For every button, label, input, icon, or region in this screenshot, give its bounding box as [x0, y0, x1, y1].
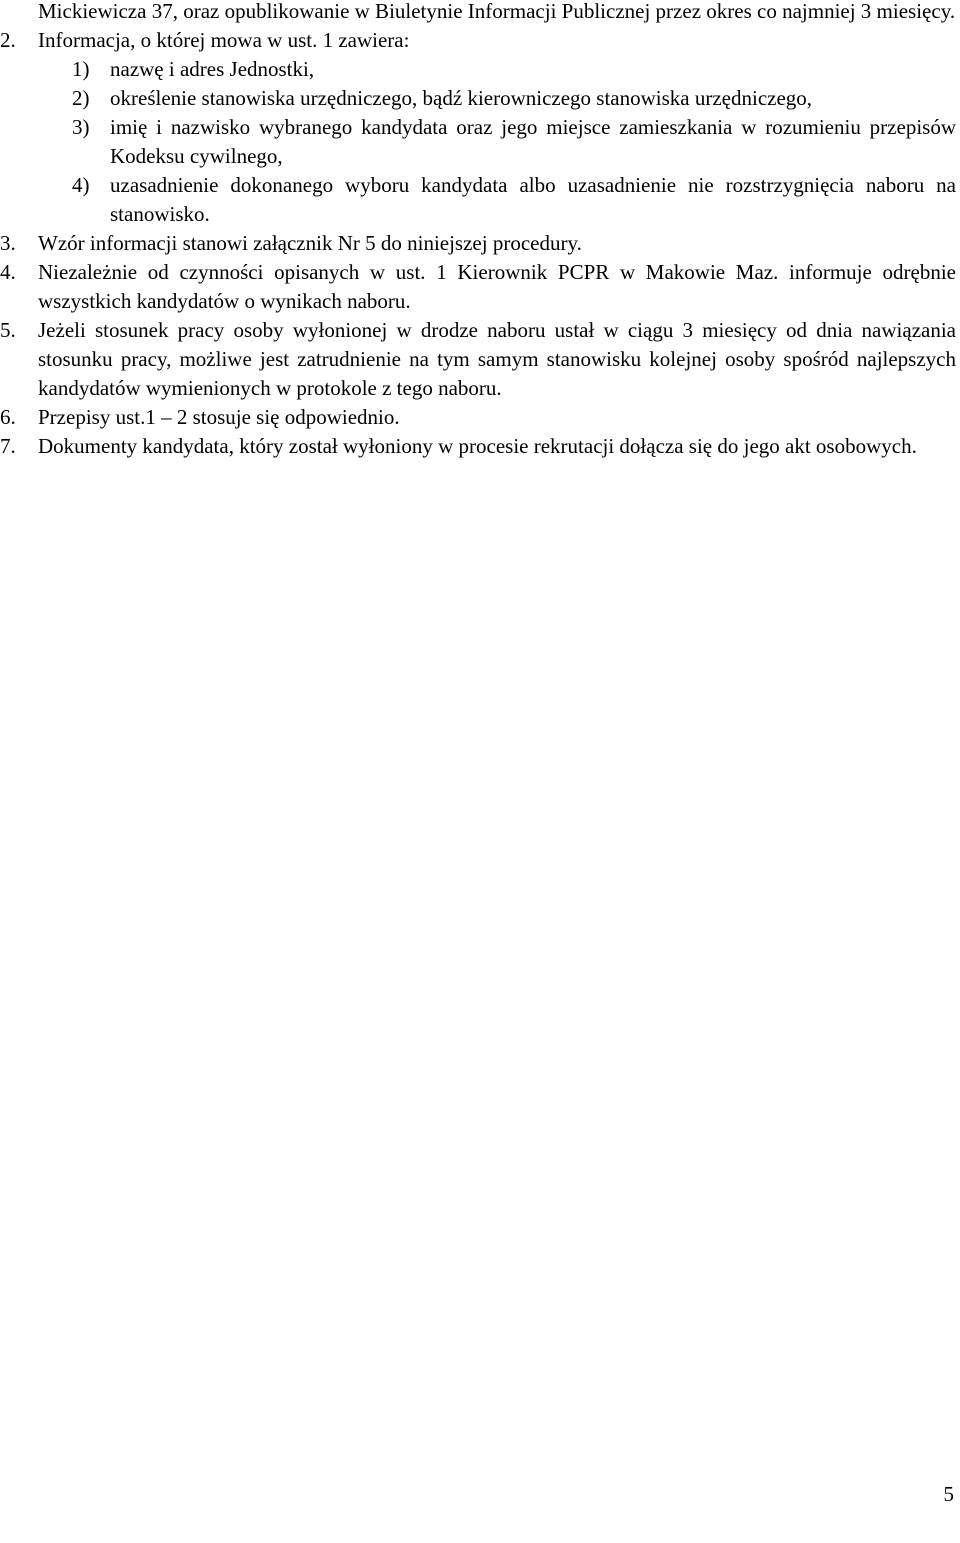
subitem-text: uzasadnienie dokonanego wyboru kandydata albo uzasadnienie nie rozstrzygnięcia naboru na stanowisko. — [110, 173, 956, 226]
list-item-2 — [0, 26, 956, 55]
item-text: Dokumenty kandydata, który został wyłoniony w procesie rekrutacji dołącza się do jego akt osobowych. — [38, 434, 917, 458]
list-item-5 — [0, 316, 956, 403]
item-number: 5. — [0, 318, 16, 342]
item-number: 6. — [0, 405, 16, 429]
list-item-3 — [0, 229, 956, 258]
item-text: Jeżeli stosunek pracy osoby wyłonionej w drodze naboru ustał w ciągu 3 miesięcy od dnia nawiązania stosunku pracy, możliwe jest zatrudnienie na tym samym stanowisku kolejnej osoby spośród najlepszych kandydatów wymienionych w protokole z tego naboru. — [38, 318, 956, 400]
item-text: Informacja, o której mowa w ust. 1 zawiera: — [38, 28, 410, 52]
item-number: 3. — [0, 231, 16, 255]
sublist-item-4 — [72, 171, 956, 229]
list-item-7 — [0, 432, 956, 461]
list-item-6 — [0, 403, 956, 432]
subitem-number: 3) — [72, 115, 90, 139]
list-item-4 — [0, 258, 956, 316]
item-number: 7. — [0, 434, 16, 458]
item-text: Przepisy ust.1 – 2 stosuje się odpowiednio. — [38, 405, 400, 429]
sublist-item-2 — [72, 84, 956, 113]
subitem-text: imię i nazwisko wybranego kandydata oraz jego miejsce zamieszkania w rozumieniu przepisów Kodeksu cywilnego, — [110, 115, 956, 168]
document-body — [0, 0, 956, 461]
item-text: Wzór informacji stanowi załącznik Nr 5 do niniejszej procedury. — [38, 231, 582, 255]
intro-paragraph: Mickiewicza 37, oraz opublikowanie w Biuletynie Informacji Publicznej przez okres co najmniej 3 miesięcy. — [38, 0, 956, 23]
subitem-text: określenie stanowiska urzędniczego, bądź kierowniczego stanowiska urzędniczego, — [110, 86, 813, 110]
subitem-number: 4) — [72, 173, 90, 197]
subitem-text: nazwę i adres Jednostki, — [110, 57, 315, 81]
item-number: 2. — [0, 28, 16, 52]
page-number: 5 — [943, 1482, 954, 1506]
sublist-item-1 — [72, 55, 956, 84]
subitem-number: 2) — [72, 86, 90, 110]
sublist — [72, 55, 956, 229]
sublist-item-3 — [72, 113, 956, 171]
item-text: Niezależnie od czynności opisanych w ust. 1 Kierownik PCPR w Makowie Maz. informuje odrębnie wszystkich kandydatów o wynikach naboru. — [38, 260, 956, 313]
subitem-number: 1) — [72, 57, 90, 81]
item-number: 4. — [0, 260, 16, 284]
